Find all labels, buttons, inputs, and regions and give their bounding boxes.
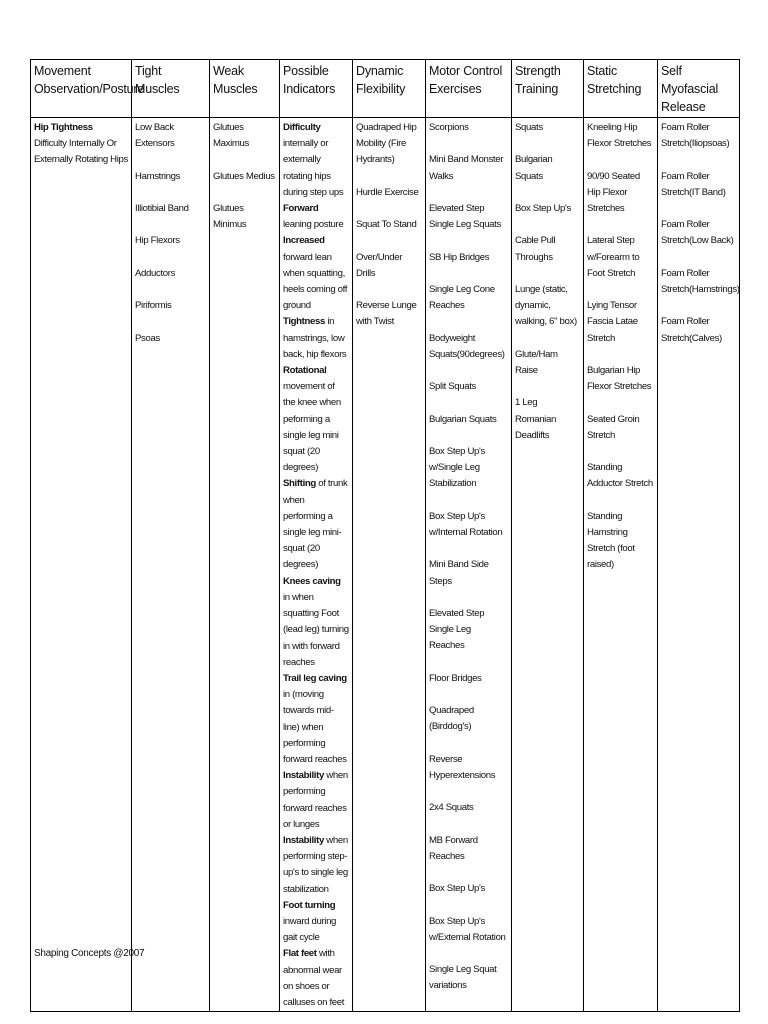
indicator-text: movement of the knee when peforming a single leg mini squat (20 degrees) (283, 381, 341, 474)
indicator-keyword: Instability (283, 770, 324, 782)
table-row (31, 118, 740, 1012)
tight-muscle-item: Adductors (135, 267, 176, 279)
motor-control-item: MB Forward Reaches (429, 834, 478, 862)
cell-weak-muscles (210, 118, 280, 1012)
header-motor-control: Motor Control Exercises (426, 60, 512, 118)
cell-self-myofascial-release (658, 118, 740, 1012)
tight-muscle-item: Hip Flexors (135, 235, 180, 247)
static-stretch-item: Seated Groin Stretch (587, 413, 640, 441)
tight-muscle-item: Piriformis (135, 300, 172, 312)
dynamic-flexibility-item: Over/Under Drills (356, 251, 403, 279)
indicator-item (283, 476, 349, 573)
motor-control-item: Bulgarian Squats (429, 413, 497, 425)
indicator-keyword: Rotational (283, 365, 327, 377)
document-page (30, 59, 739, 1012)
dynamic-flexibility-list (356, 120, 422, 331)
smr-list (661, 120, 740, 347)
smr-item: Foam Roller Stretch(Calves) (661, 316, 722, 344)
indicator-text: in hamstrings, low back, hip flexors (283, 316, 347, 360)
indicator-text: with abnormal wear on shoes or calluses on feet (283, 948, 345, 1008)
header-weak-muscles: Weak Muscles (210, 60, 280, 118)
static-stretch-item: Standing Adductor Stretch (587, 462, 653, 490)
motor-control-item: Elevated Step Single Leg Squats (429, 202, 501, 231)
dynamic-flexibility-item: Hurdle Exercise (356, 186, 419, 198)
indicator-keyword: Shifting (283, 478, 316, 490)
strength-item: Squats (515, 122, 543, 133)
header-strength-training: Strength Training (512, 60, 584, 118)
strength-item: Bulgarian Squats (515, 154, 553, 182)
motor-control-item: Single Leg Cone Reaches (429, 283, 495, 312)
header-possible-indicators: Possible Indicators (280, 60, 353, 118)
header-static-stretching: Static Stretching (584, 60, 658, 118)
static-stretch-item: Lying Tensor Fascia Latae Stretch (587, 300, 638, 344)
tight-muscle-item: Low Back Extensors (135, 122, 175, 150)
indicator-text: inward during gait cycle (283, 915, 337, 944)
motor-control-item: Elevated Step Single Leg Reaches (429, 607, 485, 652)
header-dynamic-flexibility: Dynamic Flexibility (353, 60, 426, 118)
indicators-list (283, 120, 349, 1011)
dynamic-flexibility-item: Squat To Stand (356, 219, 417, 231)
indicator-keyword: Trail leg caving (283, 672, 347, 684)
indicator-item (283, 201, 349, 233)
strength-list (515, 120, 580, 444)
motor-control-item: Box Step Up's w/Internal Rotation (429, 510, 503, 538)
indicator-keyword: Foot turning (283, 899, 336, 911)
cell-dynamic-flexibility (353, 118, 426, 1012)
indicator-text: in (moving towards mid-line) when performing forward reaches (283, 689, 347, 765)
indicator-item (283, 314, 349, 363)
weak-muscle-item: Glutues Maximus (213, 122, 249, 150)
cell-strength-training (512, 118, 584, 1012)
static-stretch-item: 90/90 Seated Hip Flexor Stretches (587, 170, 640, 214)
indicator-text: of trunk when performing a single leg mini-squat (20 degrees) (283, 478, 348, 571)
indicator-keyword: Flat feet (283, 948, 317, 960)
strength-item: Lunge (static, dynamic, walking, 6" box) (515, 283, 577, 328)
cell-static-stretching (584, 118, 658, 1012)
indicator-item (283, 671, 349, 768)
indicator-text: leaning posture (283, 219, 344, 231)
motor-control-item: SB Hip Bridges (429, 251, 490, 263)
indicator-keyword: Knees caving (283, 575, 341, 587)
indicator-item (283, 120, 349, 201)
movement-line: Externally Rotating Hips (34, 154, 128, 166)
indicator-item (283, 768, 349, 833)
motor-control-item: Quadraped (Birddog's) (429, 705, 474, 733)
tight-muscles-list (135, 120, 206, 347)
indicator-item (283, 363, 349, 476)
motor-control-item: Mini Band Monster Walks (429, 154, 504, 182)
motor-control-list (429, 120, 508, 995)
hip-tightness-table (30, 59, 740, 1012)
smr-item: Foam Roller Stretch(Low Back) (661, 219, 734, 247)
motor-control-item: Split Squats (429, 381, 476, 393)
motor-control-item: Scorpions (429, 122, 469, 133)
dynamic-flexibility-item: Quadraped Hip Mobility (Fire Hydrants) (356, 122, 417, 166)
indicator-text: in when squatting Foot (lead leg) turning in with forward reaches (283, 591, 349, 668)
motor-control-item: Box Step Up's w/External Rotation (429, 915, 506, 943)
weak-muscle-item: Glutues Medius (213, 170, 275, 182)
tight-muscle-item: Illiotibial Band (135, 202, 189, 214)
static-stretch-item: Lateral Step w/Forearm to Foot Stretch (587, 235, 640, 279)
strength-item: Cable Pull Throughs (515, 235, 556, 263)
indicator-text: when performing forward reaches or lunges (283, 770, 348, 830)
strength-item: Glute/Ham Raise (515, 348, 558, 376)
header-tight-muscles: Tight Muscles (132, 60, 210, 118)
motor-control-item: 2x4 Squats (429, 802, 474, 814)
motor-control-item: Reverse Hyperextensions (429, 753, 496, 781)
indicator-item (283, 574, 349, 671)
static-stretch-item: Bulgarian Hip Flexor Stretches (587, 364, 652, 393)
strength-item: 1 Leg Romanian Deadlifts (515, 397, 556, 441)
weak-muscles-list (213, 120, 276, 233)
motor-control-item: Box Step Up's (429, 883, 485, 895)
smr-item: Foam Roller Stretch(Hamstrings) (661, 267, 740, 295)
cell-movement (31, 118, 132, 1012)
smr-item: Foam Roller Stretch(Iliopsoas) (661, 122, 730, 150)
footer-copyright: Shaping Concepts @2007 (34, 948, 145, 959)
smr-item: Foam Roller Stretch(IT Band) (661, 170, 726, 198)
motor-control-item: Mini Band Side Steps (429, 559, 489, 587)
tight-muscle-item: Psoas (135, 332, 160, 344)
indicator-keyword: Tightness (283, 316, 325, 328)
movement-title: Hip Tightness (34, 122, 93, 133)
dynamic-flexibility-item: Reverse Lunge with Twist (356, 300, 417, 328)
indicator-text: when performing step-up's to single leg stabilization (283, 834, 348, 895)
indicator-keyword: Difficulty (283, 122, 321, 133)
indicator-item (283, 233, 349, 314)
static-stretch-item: Standing Hamstring Stretch (foot raised) (587, 510, 635, 571)
header-row (31, 60, 740, 118)
indicator-item (283, 833, 349, 898)
cell-motor-control (426, 118, 512, 1012)
cell-tight-muscles (132, 118, 210, 1012)
weak-muscle-item: Glutues Minimus (213, 202, 247, 231)
motor-control-item: Bodyweight Squats(90degrees) (429, 332, 505, 360)
header-self-myofascial-release: Self Myofascial Release (658, 60, 740, 118)
movement-line: Difficulty Internally Or (34, 138, 117, 150)
motor-control-item: Single Leg Squat variations (429, 964, 497, 992)
indicator-keyword: Increased (283, 235, 325, 247)
indicator-item (283, 946, 349, 1011)
motor-control-item: Floor Bridges (429, 672, 482, 684)
strength-item: Box Step Up's (515, 202, 571, 214)
indicator-item (283, 898, 349, 947)
static-stretching-list (587, 120, 654, 574)
indicator-text: forward lean when squatting, heels coming off ground (283, 251, 348, 312)
tight-muscle-item: Hamstrings (135, 170, 181, 182)
static-stretch-item: Kneeling Hip Flexor Stretches (587, 122, 652, 150)
indicator-keyword: Forward (283, 203, 319, 215)
motor-control-item: Box Step Up's w/Single Leg Stabilization (429, 445, 485, 490)
header-movement: Movement Observation/Posture (31, 60, 132, 118)
cell-possible-indicators (280, 118, 353, 1012)
indicator-text: internally or externally rotating hips during step ups (283, 138, 344, 198)
indicator-keyword: Instability (283, 834, 324, 846)
